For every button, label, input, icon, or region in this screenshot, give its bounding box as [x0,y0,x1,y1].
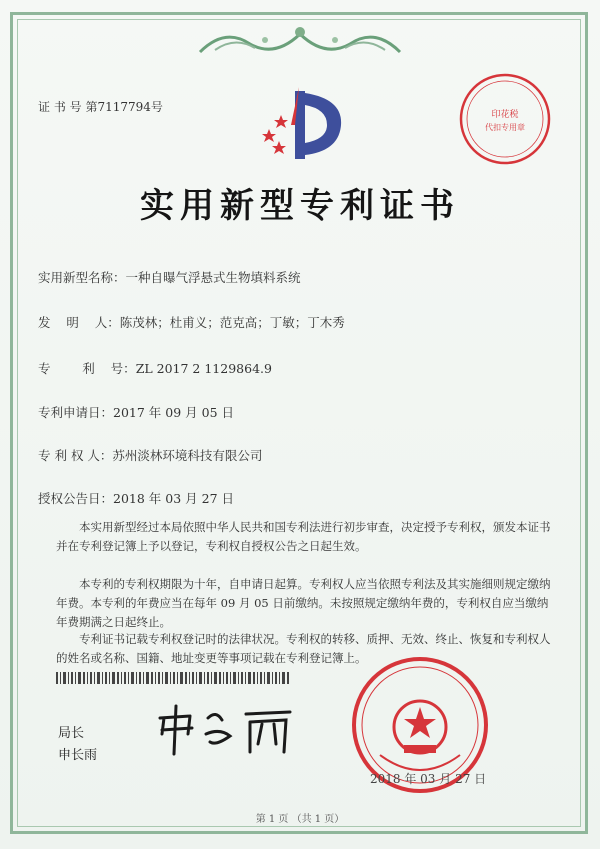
utility-model-name [38,268,301,286]
name-value: 一种自曝气浮悬式生物填料系统 [125,270,301,285]
barcode-icon [56,672,290,684]
filing-date-value: 2017 年 09 月 05 日 [113,405,235,420]
inventor [38,313,345,331]
patent-number-label: 专 利 号： [38,361,136,376]
patentee-label: 专 利 权 人： [38,448,113,463]
top-ornament-icon [195,22,405,58]
svg-text:印花税: 印花税 [491,110,519,120]
cnipa-logo-icon [255,85,345,163]
certificate-number: 证 书 号 第7117794号 [38,100,163,114]
inventor-label: 发 明 人： [38,315,120,330]
handwritten-signature-icon [150,700,300,758]
paragraph-1: 本实用新型经过本局依照中华人民共和国专利法进行初步审查，决定授予专利权，颁发本证书并在专利登记簿上予以登记，专利权自授权公告之日起生效。 [56,520,551,553]
director-role: 局长 [58,726,85,741]
patentee-value: 苏州淡林环境科技有限公司 [112,448,263,463]
patentee [38,446,262,464]
grant-date-label: 授权公告日： [38,491,114,506]
inventor-value: 陈茂林；杜甫义；范克高；丁敏；丁木秀 [119,315,345,330]
grant-date-value: 2018 年 03 月 27 日 [113,491,235,506]
director-name: 申长雨 [58,748,98,763]
name-label: 实用新型名称： [38,270,126,285]
tax-stamp-icon [458,72,552,166]
paragraph-2: 本专利的专利权期限为十年，自申请日起算。专利权人应当依照专利法及其实施细则规定缴纳年费。本专利的年费应当在每年 09 月 05 日前缴纳。未按照规定缴纳年费的，专利权自应当缴纳年费期满之日起终止。 [56,577,551,629]
seal-date: 2018 年 03 月 27 日 [370,772,487,786]
filing-date-label: 专利申请日： [38,405,114,420]
grant-date [38,489,234,507]
page-title: 实用新型专利证书 [140,186,460,226]
patent-number-value: ZL 2017 2 1129864.9 [135,361,272,376]
filing-date [38,403,234,421]
paragraph-3: 专利证书记载专利权登记时的法律状况。专利权的转移、质押、无效、终止、恢复和专利权人的姓名或名称、国籍、地址变更等事项记载在专利登记簿上。 [56,632,551,665]
page-footer: 第 1 页 （共 1 页） [255,814,345,825]
svg-text:代扣专用章: 代扣专用章 [485,123,525,132]
patent-number [38,359,272,377]
